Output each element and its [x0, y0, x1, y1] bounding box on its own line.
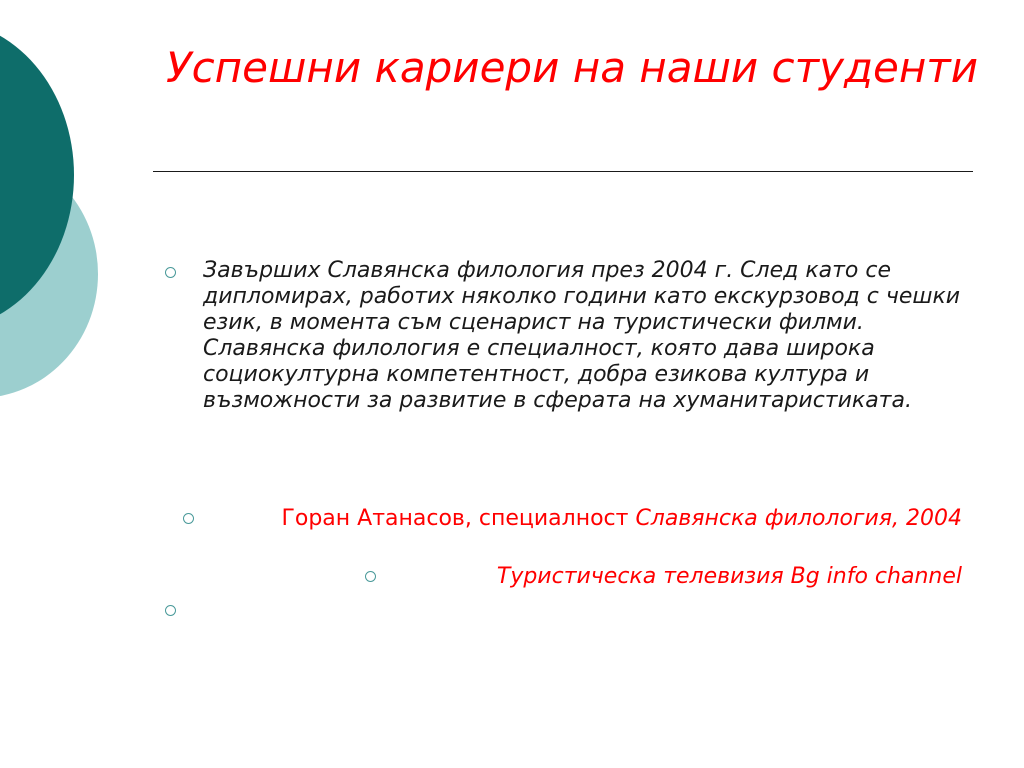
- bullet-icon: [365, 571, 376, 582]
- employer-line: Туристическа телевизия Bg info channel: [496, 564, 962, 589]
- title-divider: [153, 171, 973, 172]
- author-name: Горан Атанасов, специалност: [281, 506, 636, 531]
- bullet-icon: [165, 267, 176, 278]
- testimonial-paragraph: Завърших Славянска филология през 2004 г. След като се дипломирах, работих няколко години като екскурзовод с чешки език, в момента съм сценарист на туристически филми. Славянска филология е специалност, която дава широка социокултурна компетентност, добра езикова култура и възможности за развитие в сферата на хуманитаристиката.: [203, 258, 961, 413]
- bullet-icon: [183, 513, 194, 524]
- author-specialty: Славянска филология, 2004: [635, 506, 962, 531]
- author-line: [217, 505, 962, 532]
- slide-title: Успешни кариери на наши студенти: [166, 43, 979, 92]
- bullet-icon: [165, 605, 176, 616]
